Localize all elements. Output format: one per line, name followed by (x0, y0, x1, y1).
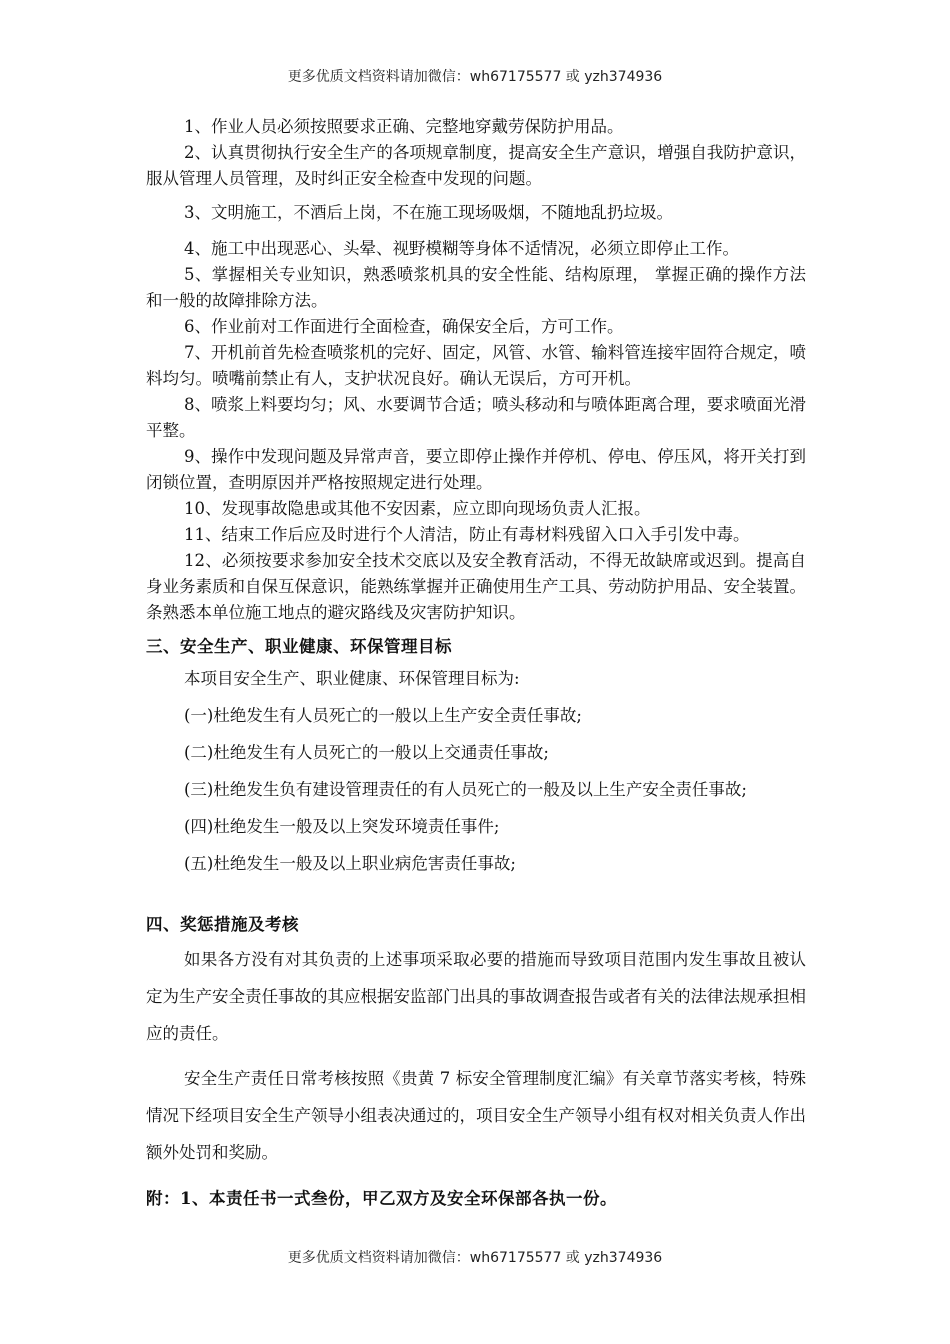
list-item: 12、必须按要求参加安全技术交底以及安全教育活动，不得无故缺席或迟到。提高自身业务素质和自保互保意识，能熟练掌握并正确使用生产工具、劳动防护用品、安全装置。条熟悉本单位施工地点的避灾路线及灾害防护知识。 (146, 551, 806, 622)
list-item: 3、文明施工，不酒后上岗，不在施工现场吸烟，不随地乱扔垃圾。 (184, 203, 673, 222)
list-item: 6、作业前对工作面进行全面检查，确保安全后，方可工作。 (184, 317, 624, 336)
rules-list (146, 114, 806, 192)
goal-item: (三)杜绝发生负有建设管理责任的有人员死亡的一般及以上生产安全责任事故; (184, 780, 747, 799)
list-item: 9、操作中发现问题及异常声音，要立即停止操作并停机、停电、停压风，将开关打到闭锁位置，查明原因并严格按照规定进行处理。 (146, 447, 806, 492)
appendix-note: 附：1、本责任书一式叁份，甲乙双方及安全环保部各执一份。 (146, 1189, 617, 1208)
list-item: 10、发现事故隐患或其他不安因素，应立即向现场负责人汇报。 (184, 499, 651, 518)
list-item: 11、结束工作后应及时进行个人清洁，防止有毒材料残留入口入手引发中毒。 (184, 525, 750, 544)
section-3-intro: 本项目安全生产、职业健康、环保管理目标为: (184, 669, 520, 688)
list-item: 1、作业人员必须按照要求正确、完整地穿戴劳保防护用品。 (184, 117, 624, 136)
rules-list-3 (146, 236, 806, 626)
section-4-paragraph-2 (146, 1060, 806, 1171)
header-note: 更多优质文档资料请加微信：wh67175577 或 yzh374936 (287, 69, 663, 85)
list-item: 5、掌握相关专业知识，熟悉喷浆机具的安全性能、结构原理， 掌握正确的操作方法和一般的故障排除方法。 (146, 265, 806, 310)
rules-list-2 (146, 200, 806, 226)
section-4-text: 安全生产责任日常考核按照《贵黄 7 标安全管理制度汇编》有关章节落实考核，特殊情况下经项目安全生产领导小组表决通过的，项目安全生产领导小组有权对相关负责人作出额外处罚和奖励。 (146, 1069, 806, 1162)
section-4-text: 如果各方没有对其负责的上述事项采取必要的措施而导致项目范围内发生事故且被认定为生产安全责任事故的其应根据安监部门出具的事故调查报告或者有关的法律法规承担相应的责任。 (146, 950, 806, 1043)
section-4-title: 四、奖惩措施及考核 (146, 915, 299, 934)
section-4-paragraph-1 (146, 941, 806, 1052)
list-item: 8、喷浆上料要均匀；风、水要调节合适；喷头移动和与喷体距离合理，要求喷面光滑平整。 (146, 395, 806, 440)
footer-note: 更多优质文档资料请加微信：wh67175577 或 yzh374936 (287, 1250, 663, 1266)
list-item: 2、认真贯彻执行安全生产的各项规章制度，提高安全生产意识，增强自我防护意识，服从管理人员管理，及时纠正安全检查中发现的问题。 (146, 143, 806, 188)
list-item: 7、开机前首先检查喷浆机的完好、固定，风管、水管、输料管连接牢固符合规定，喷料均匀。喷嘴前禁止有人，支护状况良好。确认无误后，方可开机。 (146, 343, 806, 388)
list-item: 4、施工中出现恶心、头晕、视野模糊等身体不适情况，必须立即停止工作。 (184, 239, 739, 258)
section-3-body (146, 660, 806, 882)
goal-item: (一)杜绝发生有人员死亡的一般以上生产安全责任事故; (184, 706, 582, 725)
goal-item: (五)杜绝发生一般及以上职业病危害责任事故; (184, 854, 516, 873)
goal-item: (四)杜绝发生一般及以上突发环境责任事件; (184, 817, 500, 836)
goal-item: (二)杜绝发生有人员死亡的一般以上交通责任事故; (184, 743, 549, 762)
section-3-title: 三、安全生产、职业健康、环保管理目标 (146, 637, 452, 656)
